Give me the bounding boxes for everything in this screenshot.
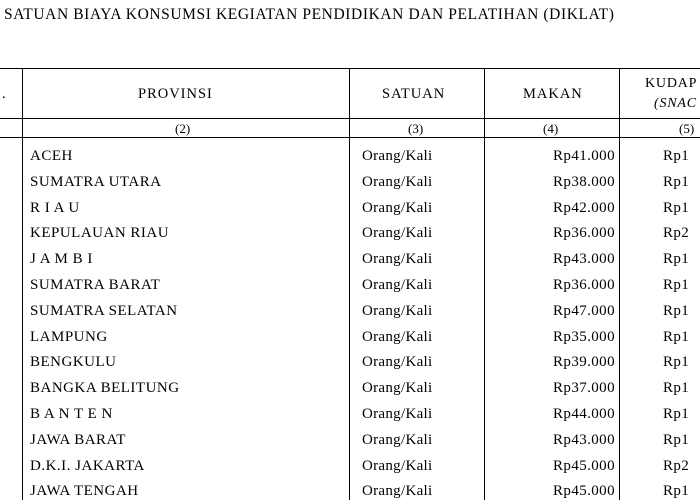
satuan-cell: Orang/Kali xyxy=(362,148,433,164)
header-provinsi: PROVINSI xyxy=(138,86,213,102)
provinsi-cell: SUMATRA SELATAN xyxy=(30,302,178,319)
makan-cell: Rp39.000 xyxy=(553,354,615,371)
table-row xyxy=(0,429,700,455)
makan-cell: Rp45.000 xyxy=(553,457,615,474)
table-row xyxy=(0,326,700,352)
provinsi-cell: D.K.I. JAKARTA xyxy=(30,457,145,474)
satuan-cell: Orang/Kali xyxy=(362,302,433,319)
kudapan-cell: Rp1 xyxy=(663,431,690,448)
kudapan-cell: Rp1 xyxy=(663,380,690,397)
provinsi-cell: J A M B I xyxy=(30,251,93,268)
makan-cell: Rp45.000 xyxy=(553,483,615,500)
provinsi-cell: JAWA TENGAH xyxy=(30,483,139,500)
provinsi-cell: BENGKULU xyxy=(30,354,117,371)
kudapan-cell: Rp1 xyxy=(663,354,690,371)
table-row xyxy=(0,300,700,326)
satuan-cell: Orang/Kali xyxy=(362,354,433,371)
satuan-cell: Orang/Kali xyxy=(362,406,433,422)
satuan-cell: Orang/Kali xyxy=(362,251,433,268)
table-row xyxy=(0,248,700,274)
makan-cell: Rp36.000 xyxy=(553,277,615,293)
header-kudapan: KUDAP xyxy=(645,76,698,91)
kudapan-cell: Rp1 xyxy=(663,302,690,319)
column-number-kudapan: (5) xyxy=(679,121,695,136)
provinsi-cell: SUMATRA UTARA xyxy=(30,173,162,190)
satuan-cell: Orang/Kali xyxy=(362,225,433,242)
provinsi-cell: BANGKA BELITUNG xyxy=(30,380,180,397)
kudapan-cell: Rp1 xyxy=(663,406,690,422)
kudapan-cell: Rp1 xyxy=(663,251,690,268)
column-number-satuan: (3) xyxy=(408,121,424,136)
makan-cell: Rp38.000 xyxy=(553,173,615,190)
provinsi-cell: KEPULAUAN RIAU xyxy=(30,225,170,242)
provinsi-cell: ACEH xyxy=(30,148,73,164)
makan-cell: Rp43.000 xyxy=(553,251,615,268)
table-row xyxy=(0,197,700,223)
provinsi-cell: SUMATRA BARAT xyxy=(30,277,161,293)
satuan-cell: Orang/Kali xyxy=(362,483,433,500)
kudapan-cell: Rp1 xyxy=(663,148,690,164)
satuan-cell: Orang/Kali xyxy=(362,457,433,474)
provinsi-cell: JAWA BARAT xyxy=(30,431,126,448)
table-row xyxy=(0,377,700,403)
table-row xyxy=(0,351,700,377)
kudapan-cell: Rp1 xyxy=(663,328,690,345)
provinsi-cell: R I A U xyxy=(30,199,80,216)
provinsi-cell: B A N T E N xyxy=(30,406,113,422)
header-no-fragment: . xyxy=(2,86,7,102)
kudapan-cell: Rp2 xyxy=(663,225,690,242)
satuan-cell: Orang/Kali xyxy=(362,328,433,345)
kudapan-cell: Rp1 xyxy=(663,483,690,500)
header-kudapan-sub: (SNAC xyxy=(654,96,697,111)
makan-cell: Rp35.000 xyxy=(553,328,615,345)
satuan-cell: Orang/Kali xyxy=(362,277,433,293)
makan-cell: Rp44.000 xyxy=(553,406,615,422)
makan-cell: Rp37.000 xyxy=(553,380,615,397)
satuan-cell: Orang/Kali xyxy=(362,431,433,448)
satuan-cell: Orang/Kali xyxy=(362,380,433,397)
makan-cell: Rp43.000 xyxy=(553,431,615,448)
provinsi-cell: LAMPUNG xyxy=(30,328,108,345)
satuan-cell: Orang/Kali xyxy=(362,199,433,216)
table-row xyxy=(0,480,700,500)
makan-cell: Rp42.000 xyxy=(553,199,615,216)
satuan-cell: Orang/Kali xyxy=(362,173,433,190)
kudapan-cell: Rp2 xyxy=(663,457,690,474)
column-number-makan: (4) xyxy=(543,121,559,136)
kudapan-cell: Rp1 xyxy=(663,173,690,190)
makan-cell: Rp41.000 xyxy=(553,148,615,164)
makan-cell: Rp47.000 xyxy=(553,302,615,319)
kudapan-cell: Rp1 xyxy=(663,199,690,216)
kudapan-cell: Rp1 xyxy=(663,277,690,293)
makan-cell: Rp36.000 xyxy=(553,225,615,242)
table-row xyxy=(0,171,700,197)
table-row xyxy=(0,455,700,481)
table-row xyxy=(0,222,700,248)
header-satuan: SATUAN xyxy=(382,86,446,102)
document-title: SATUAN BIAYA KONSUMSI KEGIATAN PENDIDIKAN DAN PELATIHAN (DIKLAT) xyxy=(4,6,615,23)
table-row xyxy=(0,145,700,171)
table-row xyxy=(0,403,700,429)
column-number-provinsi: (2) xyxy=(175,121,191,136)
table-row xyxy=(0,274,700,300)
header-makan: MAKAN xyxy=(523,86,583,102)
